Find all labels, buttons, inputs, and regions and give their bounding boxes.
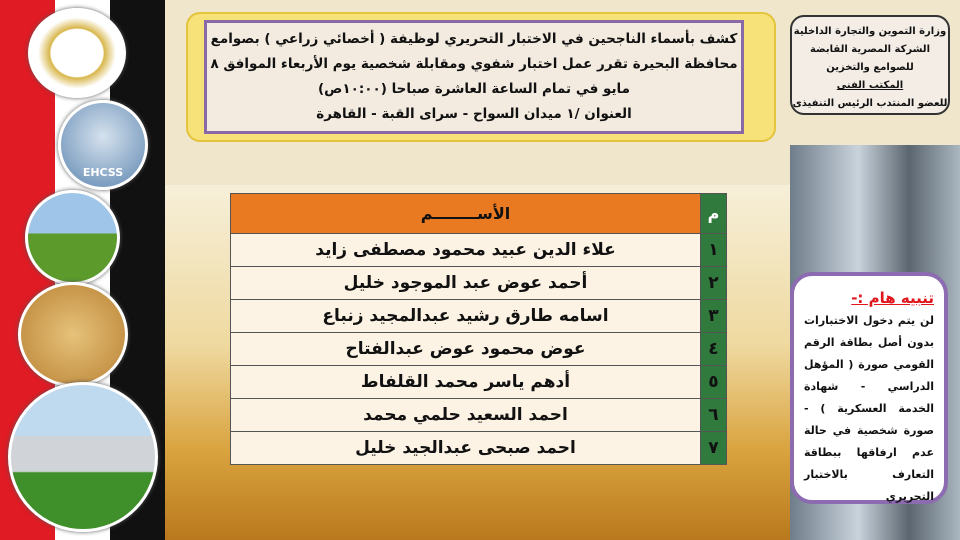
- title-line: مايو في تمام الساعة العاشرة صباحا (١٠:٠٠ص): [318, 81, 630, 97]
- table-row: [231, 333, 727, 366]
- column-header-number: م: [701, 194, 727, 234]
- table-row: [231, 267, 727, 300]
- silos-field-image: [8, 382, 158, 532]
- wheat-grain-image: [18, 282, 128, 387]
- title-line: محافظة البحيرة تقرر عمل اختبار شفوي ومقابلة شخصية يوم الأربعاء الموافق ٨: [210, 56, 738, 72]
- note-title: تنبيه هام :-: [851, 289, 934, 307]
- org-office: المكتب الفنى: [836, 80, 904, 91]
- title-line: كشف بأسماء الناجحين في الاختبار التحريري لوظيفة ( أخصائي زراعي ) بصوامع: [210, 31, 738, 47]
- row-name: عوض محمود عوض عبدالفتاح: [231, 333, 701, 366]
- table-row: [231, 399, 727, 432]
- irrigation-field-image: [25, 190, 120, 285]
- row-name: أدهم ياسر محمد القلفاط: [231, 366, 701, 399]
- row-number: ١: [701, 234, 727, 267]
- address-line: العنوان /١ ميدان السواح - سراى القبة - القاهرة: [316, 106, 632, 122]
- row-number: ٦: [701, 399, 727, 432]
- table-row: [231, 432, 727, 465]
- row-name: علاء الدين عبيد محمود مصطفى زايد: [231, 234, 701, 267]
- table-row: [231, 234, 727, 267]
- row-number: ٣: [701, 300, 727, 333]
- row-number: ٥: [701, 366, 727, 399]
- table-row: [231, 366, 727, 399]
- egypt-emblem-logo: [28, 8, 126, 98]
- row-number: ٢: [701, 267, 727, 300]
- org-line: وزارة التموين والتجارة الداخلية: [793, 26, 947, 37]
- logo-text: EHCSS: [82, 166, 124, 179]
- note-body: لن يتم دخول الاختبارات بدون أصل بطاقة الرقم القومي صورة ( المؤهل الدراسي - شهادة الخدمة العسكرية ) - صورة شخصية في حالة عدم ارفاقها ببطاقة التعارف بالاختبار التحريري: [804, 314, 934, 503]
- org-line: للصوامع والتخزين: [826, 62, 914, 73]
- column-header-name: الأســــــــم: [231, 194, 701, 234]
- table-row: [231, 300, 727, 333]
- title-banner: [186, 12, 776, 142]
- row-name: أحمد عوض عبد الموجود خليل: [231, 267, 701, 300]
- organization-box: [790, 15, 950, 115]
- company-logo: [58, 100, 148, 190]
- row-number: ٧: [701, 432, 727, 465]
- row-number: ٤: [701, 333, 727, 366]
- org-line: الشركة المصرية القابضة: [809, 44, 930, 55]
- row-name: احمد السعيد حلمي محمد: [231, 399, 701, 432]
- org-line: للعضو المنتدب الرئيس التنفيذى: [792, 98, 948, 109]
- important-note: [790, 272, 948, 504]
- row-name: اسامه طارق رشيد عبدالمجيد زنباع: [231, 300, 701, 333]
- row-name: احمد صبحى عبدالجيد خليل: [231, 432, 701, 465]
- results-table: [230, 193, 727, 465]
